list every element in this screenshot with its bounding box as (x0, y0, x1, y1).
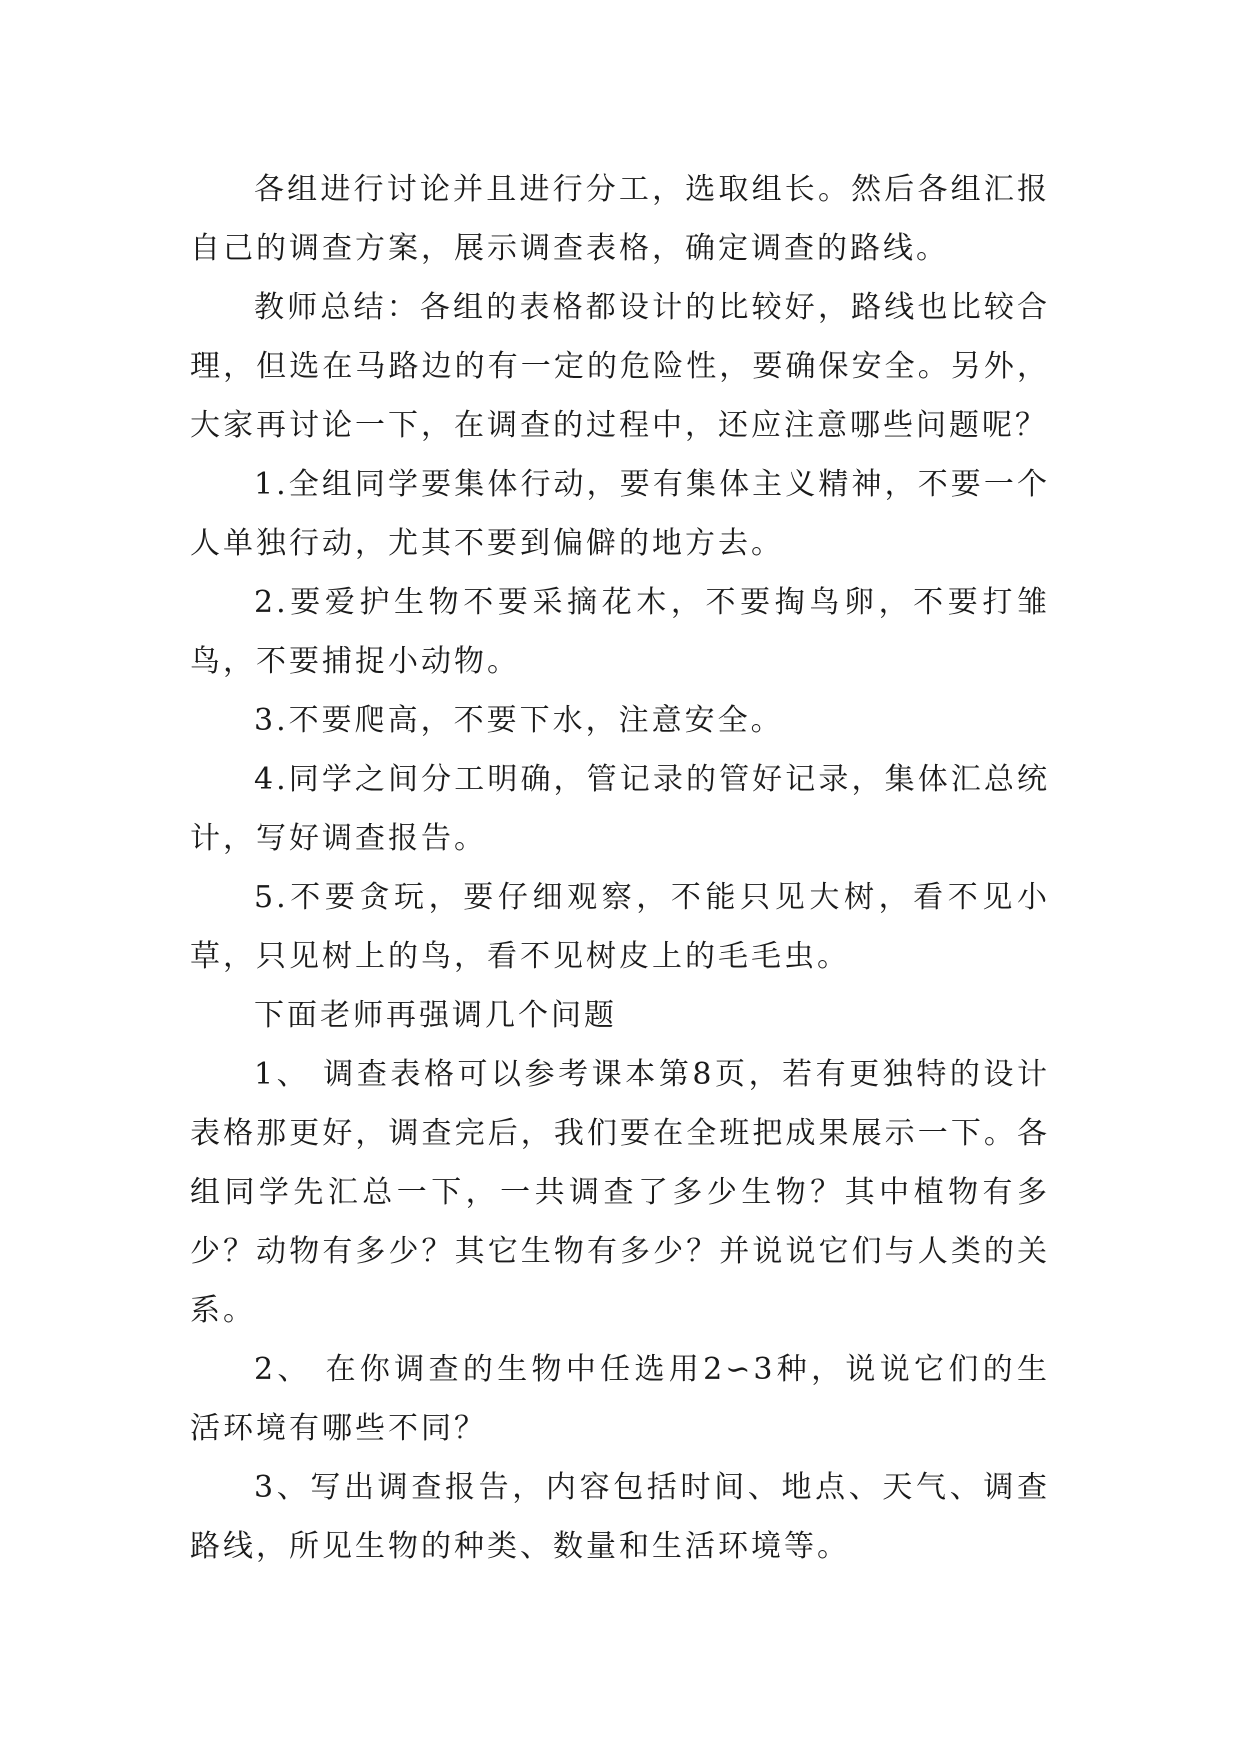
paragraph-emphasis-heading: 下面老师再强调几个问题 (254, 998, 617, 1033)
document-body (190, 160, 1050, 1576)
paragraph-emphasis-2: 2、 在你调查的生物中任选用2∽3种，说说它们的生活环境有哪些不同？ (190, 1352, 1050, 1446)
paragraph-rule-5: 5.不要贪玩，要仔细观察，不能只见大树，看不见小草，只见树上的鸟，看不见树皮上的毛毛虫。 (190, 880, 1050, 974)
paragraph-emphasis-1: 1、 调查表格可以参考课本第8页，若有更独特的设计表格那更好，调查完后，我们要在全班把成果展示一下。各组同学先汇总一下，一共调查了多少生物？其中植物有多少？动物有多少？其它生物有多少？并说说它们与人类的关系。 (190, 1057, 1050, 1328)
paragraph-rule-1: 1.全组同学要集体行动，要有集体主义精神，不要一个人单独行动，尤其不要到偏僻的地方去。 (190, 467, 1050, 561)
paragraph-group-discussion: 各组进行讨论并且进行分工，选取组长。然后各组汇报自己的调查方案，展示调查表格，确定调查的路线。 (190, 172, 1050, 266)
paragraph-teacher-summary: 教师总结：各组的表格都设计的比较好，路线也比较合理，但选在马路边的有一定的危险性，要确保安全。另外，大家再讨论一下，在调查的过程中，还应注意哪些问题呢？ (190, 290, 1050, 443)
paragraph-rule-3: 3.不要爬高，不要下水，注意安全。 (254, 703, 784, 738)
paragraph-rule-4: 4.同学之间分工明确，管记录的管好记录，集体汇总统计，写好调查报告。 (190, 762, 1050, 856)
paragraph-rule-2: 2.要爱护生物不要采摘花木，不要掏鸟卵，不要打雏鸟，不要捕捉小动物。 (190, 585, 1050, 679)
paragraph-emphasis-3: 3、写出调查报告，内容包括时间、地点、天气、调查路线，所见生物的种类、数量和生活环境等。 (190, 1470, 1050, 1564)
